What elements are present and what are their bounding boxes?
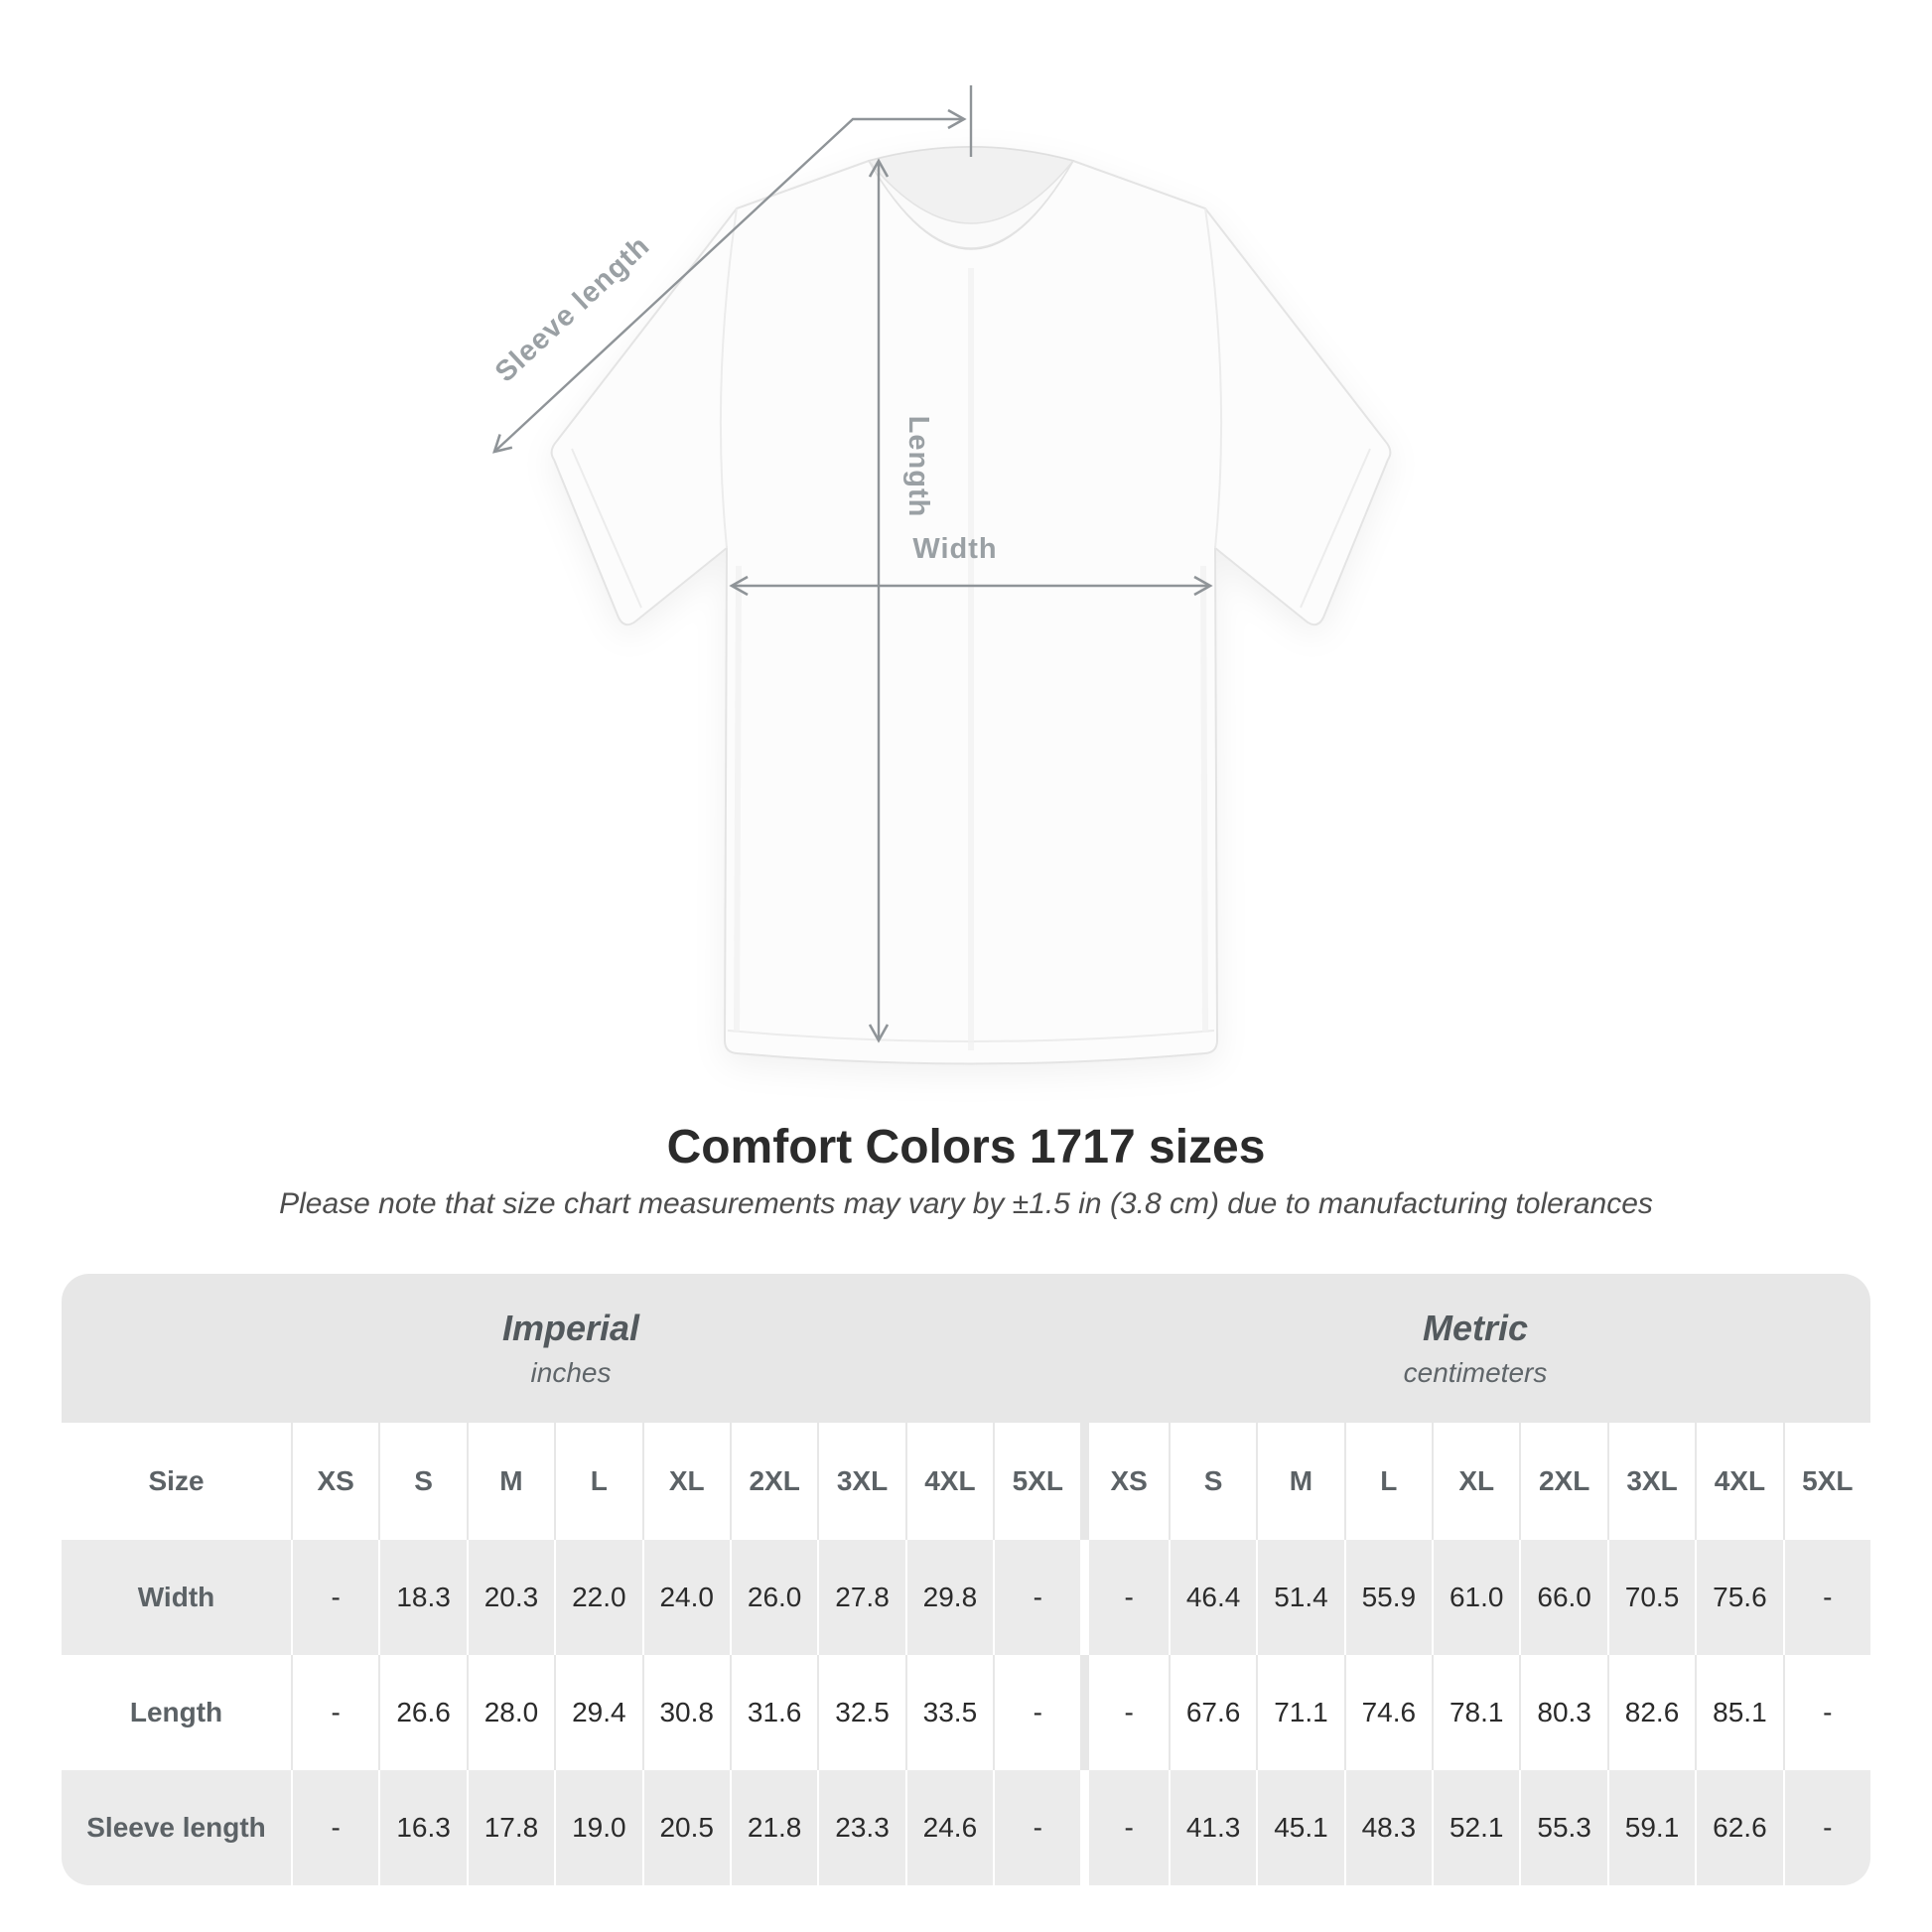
page-title: Comfort Colors 1717 sizes — [666, 1121, 1266, 1173]
row-label: Width — [137, 1582, 215, 1612]
col-header: XS — [1080, 1423, 1168, 1540]
value-cell: 45.1 — [1256, 1770, 1343, 1885]
value-cell: 29.4 — [554, 1655, 641, 1770]
value-cell: 32.5 — [817, 1655, 904, 1770]
value-cell: - — [291, 1770, 378, 1885]
value-cell: 62.6 — [1695, 1770, 1782, 1885]
value-cell: - — [291, 1655, 378, 1770]
value-cell: 30.8 — [642, 1655, 730, 1770]
left-side-shade — [737, 566, 739, 1033]
imperial-label: Imperial — [501, 1308, 640, 1348]
table-row-sleeve-length — [62, 1770, 1870, 1885]
col-header: S — [378, 1423, 466, 1540]
value-cell: 52.1 — [1432, 1770, 1519, 1885]
value-cell: 80.3 — [1519, 1655, 1606, 1770]
unit-group-header — [62, 1274, 1870, 1423]
col-header: 2XL — [730, 1423, 817, 1540]
tshirt-illustration — [552, 147, 1391, 1064]
col-header: 3XL — [1607, 1423, 1695, 1540]
value-cell: 71.1 — [1256, 1655, 1343, 1770]
row-label: Sleeve length — [86, 1812, 266, 1843]
value-cell: 16.3 — [378, 1770, 466, 1885]
col-header: XL — [1432, 1423, 1519, 1540]
page-subtitle: Please note that size chart measurements may vary by ±1.5 in (3.8 cm) due to manufacturing tolerances — [279, 1187, 1653, 1220]
value-cell: 82.6 — [1607, 1655, 1695, 1770]
value-cell: - — [1080, 1655, 1168, 1770]
col-header: XS — [291, 1423, 378, 1540]
value-cell: 17.8 — [467, 1770, 554, 1885]
value-cell: 20.5 — [642, 1770, 730, 1885]
row-label: Length — [129, 1697, 223, 1727]
value-cell: - — [993, 1540, 1080, 1655]
value-cell: 20.3 — [467, 1540, 554, 1655]
value-cell: 27.8 — [817, 1540, 904, 1655]
width-label: Width — [912, 533, 998, 565]
group-header-metric — [1080, 1274, 1870, 1423]
value-cell: 70.5 — [1607, 1540, 1695, 1655]
value-cell: 22.0 — [554, 1540, 641, 1655]
value-cell: 29.8 — [905, 1540, 993, 1655]
value-cell: 66.0 — [1519, 1540, 1606, 1655]
col-header: L — [1344, 1423, 1432, 1540]
value-cell: 74.6 — [1344, 1655, 1432, 1770]
value-cell: 18.3 — [378, 1540, 466, 1655]
col-header: 5XL — [993, 1423, 1080, 1540]
value-cell: 85.1 — [1695, 1655, 1782, 1770]
value-cell: 24.0 — [642, 1540, 730, 1655]
col-header: 5XL — [1783, 1423, 1870, 1540]
value-cell: 24.6 — [905, 1770, 993, 1885]
col-header: 3XL — [817, 1423, 904, 1540]
value-cell: 75.6 — [1695, 1540, 1782, 1655]
length-label: Length — [902, 415, 934, 518]
value-cell: 23.3 — [817, 1770, 904, 1885]
value-cell: 78.1 — [1432, 1655, 1519, 1770]
value-cell: 67.6 — [1169, 1655, 1256, 1770]
value-cell: 33.5 — [905, 1655, 993, 1770]
group-header-imperial — [62, 1274, 1080, 1423]
value-cell: - — [1783, 1540, 1870, 1655]
value-cell: - — [1783, 1655, 1870, 1770]
value-cell: 41.3 — [1169, 1770, 1256, 1885]
value-cell: - — [1783, 1770, 1870, 1885]
value-cell: 46.4 — [1169, 1540, 1256, 1655]
size-table — [62, 1274, 1870, 1885]
value-cell: 26.6 — [378, 1655, 466, 1770]
col-header: L — [554, 1423, 641, 1540]
value-cell: - — [993, 1770, 1080, 1885]
value-cell: 61.0 — [1432, 1540, 1519, 1655]
value-cell: - — [291, 1540, 378, 1655]
size-header-cell: Size — [148, 1465, 205, 1496]
col-header: S — [1169, 1423, 1256, 1540]
col-header: 4XL — [905, 1423, 993, 1540]
value-cell: - — [1080, 1770, 1168, 1885]
value-cell: 51.4 — [1256, 1540, 1343, 1655]
value-cell: 21.8 — [730, 1770, 817, 1885]
col-header: 4XL — [1695, 1423, 1782, 1540]
value-cell: 59.1 — [1607, 1770, 1695, 1885]
imperial-unit: inches — [530, 1357, 612, 1388]
value-cell: 48.3 — [1344, 1770, 1432, 1885]
col-header: M — [467, 1423, 554, 1540]
value-cell: 55.9 — [1344, 1540, 1432, 1655]
right-side-shade — [1203, 566, 1205, 1033]
value-cell: - — [993, 1655, 1080, 1770]
metric-label: Metric — [1422, 1308, 1529, 1348]
col-header: 2XL — [1519, 1423, 1606, 1540]
value-cell: - — [1080, 1540, 1168, 1655]
table-row-width — [62, 1540, 1870, 1655]
value-cell: 55.3 — [1519, 1770, 1606, 1885]
value-cell: 19.0 — [554, 1770, 641, 1885]
table-row-length — [62, 1655, 1870, 1770]
col-header: XL — [642, 1423, 730, 1540]
sleeve-length-label: Sleeve length — [488, 229, 656, 389]
col-header: M — [1256, 1423, 1343, 1540]
metric-unit: centimeters — [1403, 1357, 1548, 1388]
value-cell: 28.0 — [467, 1655, 554, 1770]
table-header-row — [62, 1423, 1870, 1540]
value-cell: 31.6 — [730, 1655, 817, 1770]
value-cell: 26.0 — [730, 1540, 817, 1655]
